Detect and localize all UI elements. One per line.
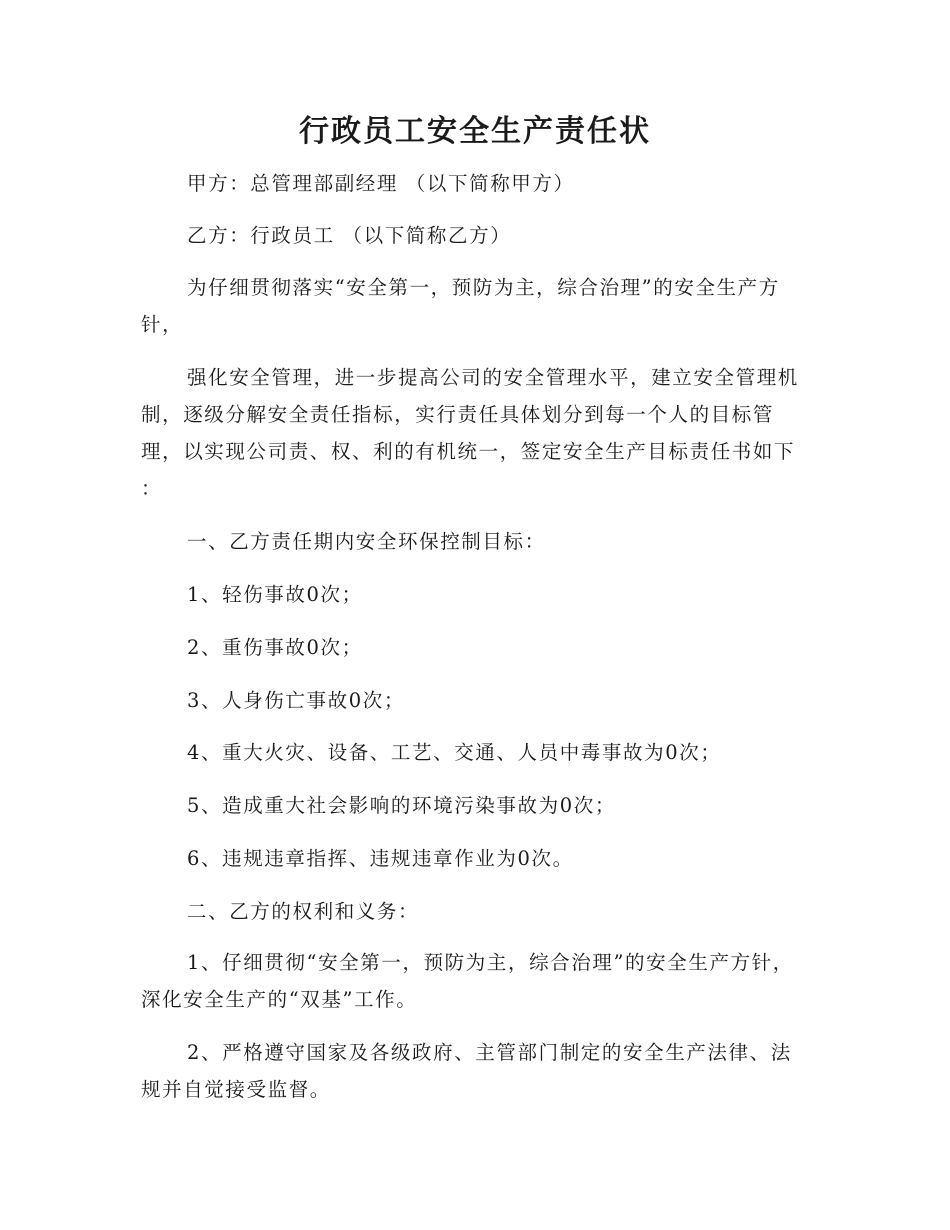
section-1-item: 4、重大火灾、设备、工艺、交通、人员中毒事故为0次； (187, 741, 722, 764)
section-1-item: 5、造成重大社会影响的环境污染事故为0次； (187, 794, 616, 817)
section-2-item: 1、仔细贯彻“安全第一，预防为主，综合治理”的安全生产方针，深化安全生产的“双基”工作。 (141, 951, 794, 1011)
section-1-item: 3、人身伤亡事故0次； (187, 689, 405, 712)
section-1-heading: 一、乙方责任期内安全环保控制目标： (187, 530, 546, 553)
party-a-line: 甲方：总管理部副经理 （以下简称甲方） (187, 172, 575, 195)
section-1-item: 1、轻伤事故0次； (187, 583, 363, 606)
section-1-item: 6、违规违章指挥、违规违章作业为0次。 (187, 847, 574, 870)
section-2-heading: 二、乙方的权利和义务： (187, 900, 420, 923)
document-title: 行政员工安全生产责任状 (299, 114, 651, 149)
intro-paragraph-2: 强化安全管理，进一步提高公司的安全管理水平，建立安全管理机制，逐级分解安全责任指标，实行责任具体划分到每一个人的目标管理，以实现公司责、权、利的有机统一，签定安全生产目标责任书如下 ： (141, 366, 799, 500)
section-1-item: 2、重伤事故0次； (187, 636, 363, 659)
intro-paragraph-1: 为仔细贯彻落实“安全第一，预防为主，综合治理”的安全生产方针， (141, 276, 780, 336)
section-2-item: 2、严格遵守国家及各级政府、主管部门制定的安全生产法律、法规并自觉接受监督。 (141, 1041, 792, 1101)
party-b-line: 乙方：行政员工 （以下简称乙方） (187, 224, 512, 247)
